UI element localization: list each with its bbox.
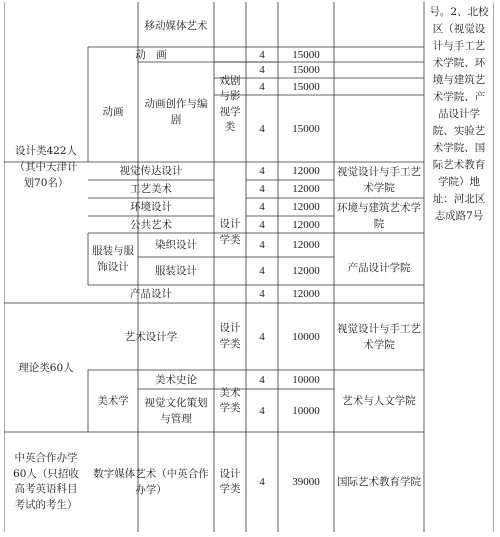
fee-environment-design: 12000 [292,201,320,213]
major-animation-creation: 动画创作与编剧 [144,98,208,126]
years-animation-creation: 4 [259,122,265,135]
fee-digital-media-art: 39000 [292,476,320,488]
fee-apparel-design: 12000 [292,265,320,277]
category-design-3: 设计学类 [219,467,241,495]
major-mobile-media-art: 移动媒体艺术 [144,20,208,32]
fee-visual-culture-planning: 10000 [292,404,320,417]
years-environment-design: 4 [259,201,265,213]
college-product-design: 产品设计学院 [347,262,411,274]
category-drama-film: 戏剧与影视学类 [219,74,241,133]
years-digital-media-art: 4 [259,476,265,488]
fee-product-design: 12000 [292,288,320,300]
fee-animation-creation: 15000 [292,122,320,135]
major-crafts: 工艺美术 [130,183,172,195]
college-visual-crafts-1: 视觉设计与手工艺术学院 [337,166,421,194]
years-dyeing-design: 4 [259,239,265,251]
sub-group-animation: 动画 [102,106,124,118]
years-art-history-theory: 4 [259,373,265,386]
group-sino-british-cooperative: 中英合作办学 60人（只招收高考英语科目考试的考生） [13,452,79,511]
major-product-design: 产品设计 [130,288,172,300]
fee-public-art: 12000 [292,218,320,231]
category-fine-arts: 美术学类 [219,386,241,414]
college-art-humanities: 艺术与人文学院 [342,395,416,407]
fee-dyeing-design: 12000 [292,239,320,251]
fee-art-design-studies: 10000 [292,330,320,343]
sub-group-apparel: 服装与服饰设计 [92,245,134,273]
years-visual-communication: 4 [259,165,265,177]
fee-animation-3: 15000 [292,80,320,93]
enrollment-table [4,2,494,532]
college-international-art-education: 国际艺术教育学院 [337,476,421,488]
college-environment-architecture: 环境与建筑艺术学院 [337,201,421,230]
fee-crafts: 12000 [292,183,320,195]
major-visual-communication: 视觉传达设计 [119,165,183,177]
campus-address-note: 号。2、北校区（视觉设计与手工艺术学院、环境与建筑艺术学院、产品设计学院、实验艺术学院、国际艺术教育学院）地址：河北区志成路7号 [429,6,489,222]
years-animation-2: 4 [259,64,265,76]
major-environment-design: 环境设计 [130,201,172,213]
category-design-2: 设计学类 [219,322,241,350]
group-design-category: 设计类422人（其中天津计划70名） [14,145,78,189]
major-public-art: 公共艺术 [130,218,172,231]
fee-visual-communication: 12000 [292,165,320,177]
major-animation: 动 画 [135,48,167,61]
sub-group-fine-arts: 美术学 [97,395,129,407]
fee-animation: 15000 [292,48,320,61]
years-visual-culture-planning: 4 [259,404,265,417]
major-apparel-design: 服装设计 [155,265,197,277]
fee-animation-2: 15000 [292,64,320,76]
college-visual-crafts-2: 视觉设计与手工艺术学院 [337,322,421,351]
group-theory-category: 理论类60人 [18,361,74,374]
major-visual-culture-planning: 视觉文化策划与管理 [144,396,208,425]
major-dyeing-design: 染织设计 [155,239,197,251]
major-art-design-studies: 艺术设计学 [124,330,178,343]
years-product-design: 4 [259,288,265,300]
years-art-design-studies: 4 [259,330,265,343]
fee-art-history-theory: 10000 [292,373,320,386]
years-crafts: 4 [259,183,265,195]
category-design-1: 设计学类 [219,218,241,246]
years-animation: 4 [259,48,265,61]
major-art-history-theory: 美术史论 [155,373,197,386]
major-digital-media-art: 数字媒体艺术（中英合作办学） [93,468,209,496]
years-apparel-design: 4 [259,265,265,277]
years-public-art: 4 [259,218,265,231]
years-animation-3: 4 [259,80,265,93]
